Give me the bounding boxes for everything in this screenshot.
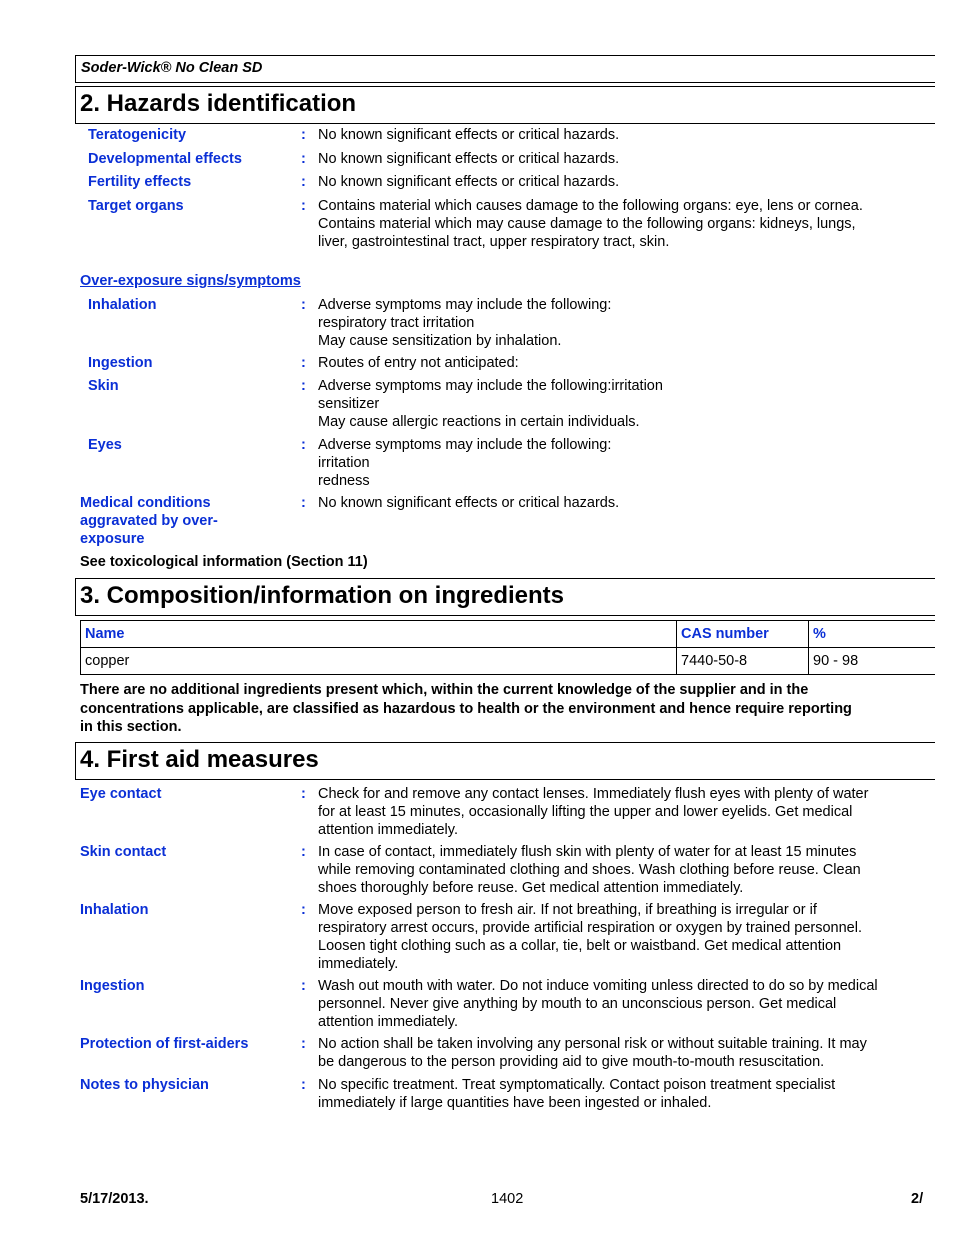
colon: : [301,1077,306,1093]
value-inhalation-symptoms: Adverse symptoms may include the following: respiratory tract irritation May cause sensitization by inhalation. [318,297,612,349]
section-3-heading [75,578,935,616]
label-eyes: Eyes [88,437,122,453]
value-ingestion-first-aid: Wash out mouth with water. Do not induce vomiting unless directed to do so by medical personnel. Never give anything by mouth to an unconscious person. Get medical attention immediately. [318,978,878,1030]
table-header-row [81,621,936,648]
colon: : [301,355,306,371]
section-3-title: 3. Composition/information on ingredients [80,582,564,609]
value-ingestion-symptoms: Routes of entry not anticipated: [318,355,519,371]
label-medical-conditions: Medical conditions aggravated by over- exposure [80,495,218,547]
label-inhalation: Inhalation [88,297,157,313]
colon: : [301,978,306,994]
colon: : [301,786,306,802]
composition-note: There are no additional ingredients present which, within the current knowledge of the supplier and in the concentrations applicable, are classified as hazardous to health or the environment and hence require reporting in this section. [80,682,852,735]
footer-date: 5/17/2013. [80,1191,149,1207]
label-inhalation-first-aid: Inhalation [80,902,149,918]
colon: : [301,1036,306,1052]
value-eyes-symptoms: Adverse symptoms may include the following: irritation redness [318,437,612,489]
section-2-heading [75,86,935,124]
page-number: 2/ [911,1191,924,1207]
colon: : [301,437,306,453]
product-name: Soder-Wick® No Clean SD [81,60,263,76]
cell-cas: 7440-50-8 [677,648,809,675]
label-ingestion-first-aid: Ingestion [80,978,145,994]
colon: : [301,495,306,511]
value-notes-to-physician: No specific treatment. Treat symptomatically. Contact poison treatment specialist immediately if large quantities have been ingested or inhaled. [318,1077,836,1111]
section-4-heading [75,742,935,780]
column-header-name: Name [81,621,677,648]
value-eye-contact: Check for and remove any contact lenses. Immediately flush eyes with plenty of water for at least 15 minutes, occasionally lifting the upper and lower eyelids. Get medical attention immediately. [318,786,869,838]
label-eye-contact: Eye contact [80,786,162,802]
label-teratogenicity: Teratogenicity [88,127,187,143]
value-skin-contact: In case of contact, immediately flush skin with plenty of water for at least 15 minutes while removing contaminated clothing and shoes. Wash clothing before reuse. Clean shoes thoroughly before reuse. Get medical attention immediately. [318,844,861,896]
ingredients-table [80,620,935,675]
section-2-title: 2. Hazards identification [80,90,357,117]
table-row [81,648,936,675]
footer-code: 1402 [491,1191,524,1207]
value-medical-conditions: No known significant effects or critical hazards. [318,495,620,511]
label-skin-contact: Skin contact [80,844,167,860]
colon: : [301,174,306,190]
value-inhalation-first-aid: Move exposed person to fresh air. If not breathing, if breathing is irregular or if respiratory arrest occurs, provide artificial respiration or oxygen by trained personnel. Loosen tight clothing such as a collar, tie, belt or waistband. Get medical attention immediately. [318,902,862,972]
cell-name: copper [81,648,677,675]
section-4-title: 4. First aid measures [80,746,319,773]
value-skin-symptoms: Adverse symptoms may include the following:irritation sensitizer May cause allergic reactions in certain individuals. [318,378,663,430]
colon: : [301,378,306,394]
value-protection-first-aiders: No action shall be taken involving any personal risk or without suitable training. It may be dangerous to the person providing aid to give mouth-to-mouth resuscitation. [318,1036,867,1070]
cell-percent: 90 - 98 [809,648,936,675]
document-header [75,55,935,83]
label-protection-first-aiders: Protection of first-aiders [80,1036,249,1052]
colon: : [301,127,306,143]
see-toxicological-info: See toxicological information (Section 11) [80,554,368,570]
label-fertility-effects: Fertility effects [88,174,192,190]
column-header-percent: % [809,621,936,648]
label-ingestion: Ingestion [88,355,153,371]
value-teratogenicity: No known significant effects or critical hazards. [318,127,620,143]
label-notes-to-physician: Notes to physician [80,1077,209,1093]
column-header-cas: CAS number [677,621,809,648]
colon: : [301,198,306,214]
value-developmental-effects: No known significant effects or critical hazards. [318,151,620,167]
label-skin: Skin [88,378,119,394]
colon: : [301,902,306,918]
overexposure-heading: Over-exposure signs/symptoms [80,273,301,289]
colon: : [301,151,306,167]
value-fertility-effects: No known significant effects or critical hazards. [318,174,620,190]
label-developmental-effects: Developmental effects [88,151,242,167]
label-target-organs: Target organs [88,198,184,214]
colon: : [301,844,306,860]
value-target-organs: Contains material which causes damage to the following organs: eye, lens or cornea. Contains material which may cause damage to the following organs: kidneys, lungs, liver, gastrointestinal tract, upper respiratory tract, skin. [318,198,863,250]
colon: : [301,297,306,313]
